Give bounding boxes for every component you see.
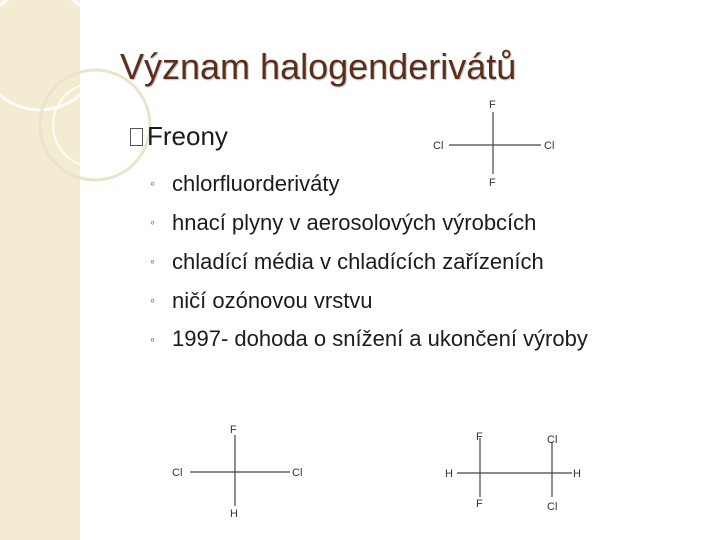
structure-ethane-derivative <box>440 425 590 520</box>
sub-bullet-text: chlorfluorderiváty <box>172 171 340 196</box>
circle-bullet-icon: ◦ <box>150 175 155 191</box>
atom-label: Cl <box>547 501 558 513</box>
sub-bullet-item <box>150 164 670 203</box>
bullet-square-icon <box>130 128 143 146</box>
structure-cfc12 <box>425 96 570 191</box>
atom-label: F <box>489 177 496 189</box>
circle-bullet-icon: ◦ <box>150 331 155 347</box>
circle-bullet-icon: ◦ <box>150 292 155 308</box>
sub-bullet-text: hnací plyny v aerosolových výrobcích <box>172 210 537 235</box>
atom-label: F <box>230 424 237 436</box>
main-bullet-text: Freony <box>147 121 228 151</box>
sub-bullet-item <box>150 203 670 242</box>
sub-bullet-text: 1997- dohoda o snížení a ukončení výroby <box>172 326 588 351</box>
sub-bullet-list <box>150 164 670 354</box>
circle-bullet-icon: ◦ <box>150 214 155 230</box>
atom-label: Cl <box>544 140 555 152</box>
sub-bullet-text: chladící média v chladících zařízeních <box>172 249 544 274</box>
sub-bullet-item <box>150 242 670 281</box>
atom-label: F <box>476 498 483 510</box>
sub-bullet-item <box>150 281 670 320</box>
atom-label: Cl <box>172 467 183 479</box>
sub-bullet-text: ničí ozónovou vrstvu <box>172 288 373 313</box>
slide-title: Význam halogenderivátů <box>120 46 517 87</box>
atom-label: F <box>476 431 483 443</box>
atom-label: Cl <box>547 434 558 446</box>
atom-label: H <box>230 508 238 520</box>
main-bullet <box>130 121 228 152</box>
circle-bullet-icon: ◦ <box>150 253 155 269</box>
sub-bullet-item <box>150 320 670 354</box>
atom-label: H <box>445 468 453 480</box>
atom-label: Cl <box>292 467 303 479</box>
atom-label: H <box>573 468 581 480</box>
structure-hcfc <box>168 418 313 523</box>
atom-label: F <box>489 99 496 111</box>
atom-label: Cl <box>433 140 444 152</box>
